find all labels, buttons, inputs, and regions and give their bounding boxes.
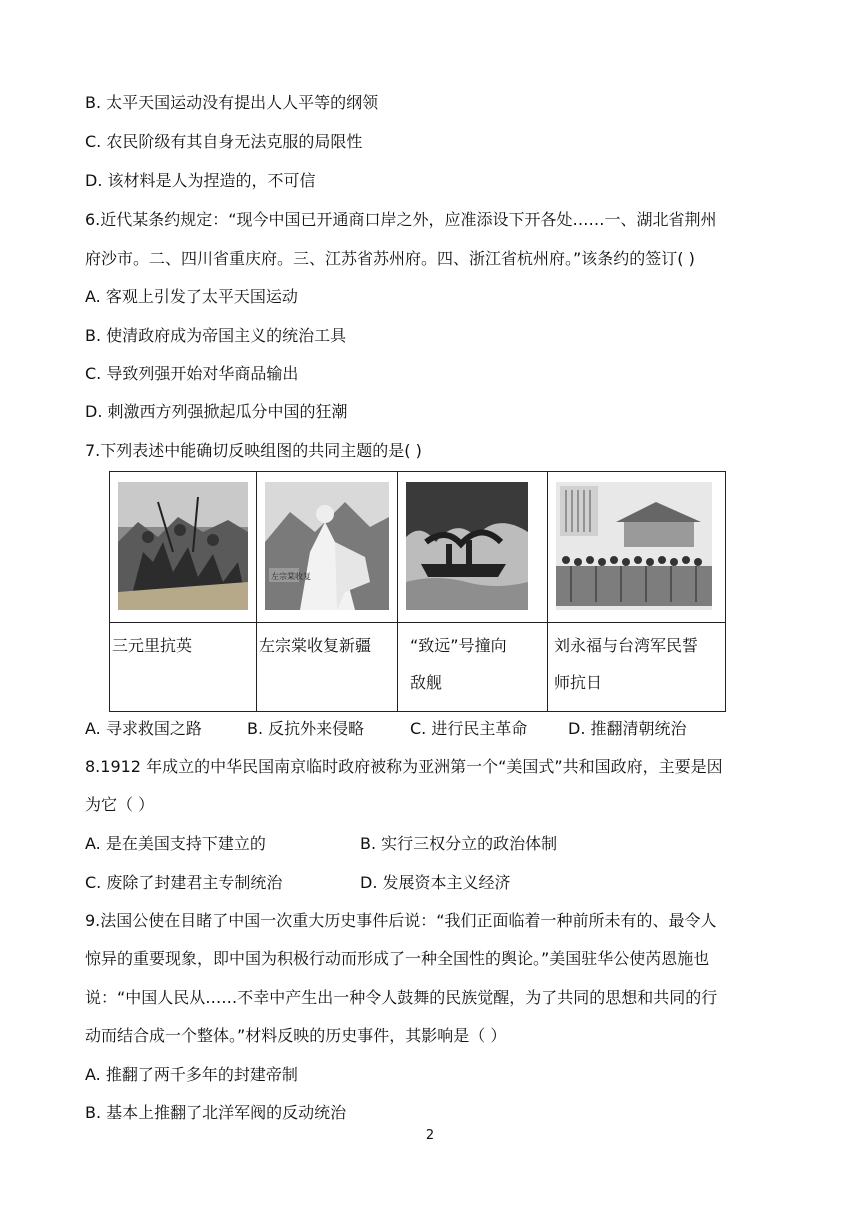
q7-option-d: D. 推翻清朝统治 (568, 719, 687, 738)
q9-stem-line4: 动而结合成一个整体。”材料反映的历史事件，其影响是（ ） (85, 1026, 507, 1045)
q8-option-d: D. 发展资本主义经济 (360, 873, 511, 892)
q6-stem-line2: 府沙市。二、四川省重庆府。三、江苏省苏州府。四、浙江省杭州府。”该条约的签订( ) (85, 249, 695, 268)
image-cell-zuo-zongtang (257, 472, 398, 623)
q8-option-c: C. 废除了封建君主专制统治 (85, 873, 283, 892)
image-cell-zhiyuan (398, 472, 548, 623)
q9-stem-line2: 惊异的重要现象，即中国为积极行动而形成了一种全国性的舆论。”美国驻华公使芮恩施也 (85, 949, 710, 968)
q7-image-table (109, 471, 726, 712)
q7-stem: 7.下列表述中能确切反映组图的共同主题的是( ) (85, 441, 422, 460)
caption-line: 师抗日 (554, 673, 603, 692)
caption-line: 敌舰 (410, 673, 443, 692)
q8-stem-line2: 为它（ ） (85, 795, 155, 814)
q9-stem-line3: 说：“中国人民从……不幸中产生出一种令人鼓舞的民族觉醒，为了共同的思想和共同的行 (85, 988, 718, 1007)
caption-liu-yongfu (548, 623, 726, 712)
q9-option-b: B. 基本上推翻了北洋军阀的反动统治 (85, 1103, 347, 1122)
q8-stem-line1: 8.1912 年成立的中华民国南京临时政府被称为亚洲第一个“美国式”共和国政府，主要是因 (85, 757, 723, 776)
q6-option-a: A. 客观上引发了太平天国运动 (85, 287, 298, 306)
image-cell-sanyuanli (110, 472, 257, 623)
caption-line: “致远”号撞向 (410, 636, 507, 655)
caption-line: 左宗棠收复新疆 (259, 636, 372, 655)
q9-stem-line1: 9.法国公使在目睹了中国一次重大历史事件后说：“我们正面临着一种前所未有的、最令人 (85, 911, 717, 930)
zuo-zongtang-statue-picture (265, 482, 389, 610)
caption-zuo-zongtang (257, 623, 398, 712)
q5-option-b: B. 太平天国运动没有提出人人平等的纲领 (85, 93, 379, 112)
q6-option-d: D. 刺激西方列强掀起瓜分中国的狂潮 (85, 402, 348, 421)
caption-zhiyuan (398, 623, 548, 712)
q6-stem-line1: 6.近代某条约规定：“现今中国已开通商口岸之外，应准添设下开各处……一、湖北省荆州 (85, 210, 717, 229)
q8-option-b: B. 实行三权分立的政治体制 (360, 834, 558, 853)
page-number: 2 (425, 1128, 435, 1143)
q7-option-b: B. 反抗外来侵略 (247, 719, 365, 738)
q7-option-c: C. 进行民主革命 (410, 719, 528, 738)
q6-option-c: C. 导致列强开始对华商品输出 (85, 364, 299, 383)
zhiyuan-warship-picture (406, 482, 528, 610)
q6-option-b: B. 使清政府成为帝国主义的统治工具 (85, 326, 347, 345)
caption-sanyuanli (110, 623, 257, 712)
liu-yongfu-oath-picture (556, 482, 712, 610)
sanyuanli-battle-picture (118, 482, 248, 610)
caption-line: 三元里抗英 (112, 636, 193, 655)
q8-option-a: A. 是在美国支持下建立的 (85, 834, 266, 853)
q7-option-a: A. 寻求救国之路 (85, 719, 202, 738)
q9-option-a: A. 推翻了两千多年的封建帝制 (85, 1065, 298, 1084)
q5-option-d: D. 该材料是人为捏造的，不可信 (85, 171, 316, 190)
caption-line: 刘永福与台湾军民誓 (554, 636, 699, 655)
q5-option-c: C. 农民阶级有其自身无法克服的局限性 (85, 132, 363, 151)
statue-inscription: 左宗棠收复 (271, 572, 311, 581)
image-cell-liu-yongfu (548, 472, 726, 623)
